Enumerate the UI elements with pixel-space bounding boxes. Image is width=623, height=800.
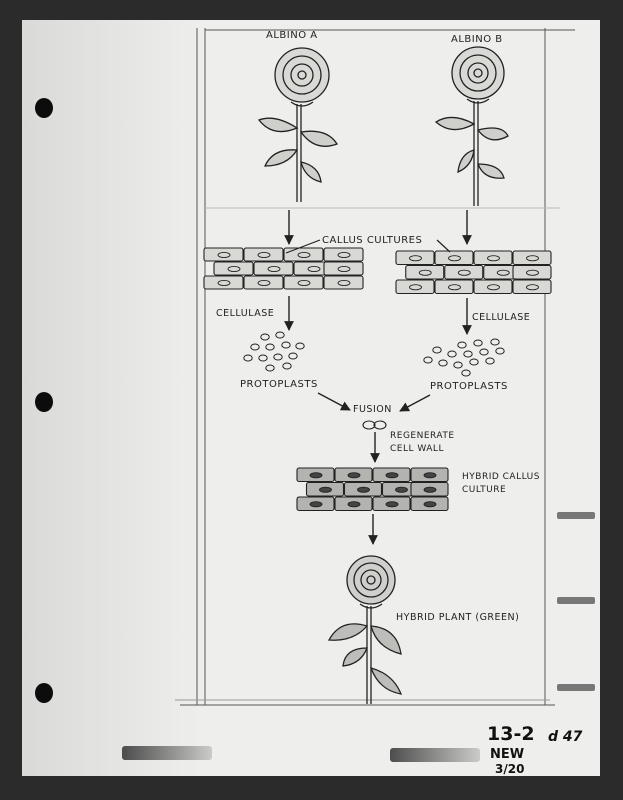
cell: [204, 276, 243, 289]
protoplast-cell: [424, 357, 432, 363]
cell: [474, 280, 512, 294]
protoplast-cell: [474, 340, 482, 346]
cell-nucleus: [424, 473, 436, 478]
cell: [244, 248, 283, 261]
cell: [324, 262, 363, 275]
label-hybrid-callus-line1: HYBRID CALLUS: [462, 472, 540, 482]
label-hybrid-plant: HYBRID PLANT (GREEN): [396, 612, 520, 623]
cell: [254, 262, 293, 275]
protoplast-cell: [282, 342, 290, 348]
cell-nucleus: [424, 502, 436, 507]
cell-nucleus: [348, 502, 360, 507]
annotation-date: 3/20: [495, 762, 525, 776]
label-protoplasts-right: PROTOPLASTS: [430, 381, 508, 392]
cell: [435, 251, 473, 265]
protoplast-cell: [283, 363, 291, 369]
label-cellulase-left: CELLULASE: [216, 308, 275, 319]
cell-nucleus: [386, 473, 398, 478]
label-regenerate-line2: CELL WALL: [390, 444, 444, 454]
callus-pointer-right: [437, 240, 450, 252]
protoplast-cell: [470, 359, 478, 365]
protoplast-cell: [289, 353, 297, 359]
arrow-protoplasts-b-to-fusion: [400, 395, 430, 411]
protoplast-cell: [251, 344, 259, 350]
cell-nucleus: [358, 487, 370, 492]
arrow-protoplasts-a-to-fusion: [318, 393, 350, 410]
protoplast-cell: [266, 365, 274, 371]
label-regenerate-line1: REGENERATE: [390, 431, 455, 441]
cell-nucleus: [424, 487, 436, 492]
annotation-initials: d 47: [548, 729, 583, 745]
annotation-page-code: 13-2: [487, 723, 535, 745]
albino-plant-b: [436, 47, 508, 206]
cell: [214, 262, 253, 275]
label-protoplasts-left: PROTOPLASTS: [240, 379, 318, 390]
protoplast-cell: [464, 351, 472, 357]
label-callus-cultures: CALLUS CULTURES: [322, 235, 423, 246]
cell-nucleus: [310, 502, 322, 507]
label-hybrid-callus-line2: CULTURE: [462, 485, 507, 495]
cell-nucleus: [386, 502, 398, 507]
protoplast-cell: [439, 360, 447, 366]
callus-culture-a: [204, 248, 363, 289]
cell-nucleus: [310, 473, 322, 478]
cell: [204, 248, 243, 261]
cell: [435, 280, 473, 294]
label-cellulase-right: CELLULASE: [472, 312, 531, 323]
protoplasts-b: [424, 339, 504, 376]
cell-nucleus: [396, 487, 408, 492]
protoplast-cell: [274, 354, 282, 360]
label-albino-b: ALBINO B: [451, 34, 503, 45]
protoplast-cell: [266, 344, 274, 350]
callus-culture-b: [396, 251, 551, 294]
cell-nucleus: [320, 487, 332, 492]
cell: [513, 251, 551, 265]
hybrid-callus-culture: [297, 468, 448, 511]
protoplast-cell: [296, 343, 304, 349]
cell: [324, 276, 363, 289]
protoplast-cell: [433, 347, 441, 353]
protoplast-cell: [259, 355, 267, 361]
albino-plant-a: [259, 48, 337, 202]
protoplasts-a: [244, 332, 304, 371]
protoplast-cell: [462, 370, 470, 376]
cell: [474, 251, 512, 265]
protoplast-cell: [480, 349, 488, 355]
cell-nucleus: [348, 473, 360, 478]
cell: [284, 248, 323, 261]
protoplast-cell: [496, 348, 504, 354]
protoplast-cell: [276, 332, 284, 338]
protoplast-cell: [491, 339, 499, 345]
cell: [445, 266, 483, 280]
cell: [513, 280, 551, 294]
cell: [284, 276, 323, 289]
label-fusion: FUSION: [353, 404, 392, 415]
cell: [513, 266, 551, 280]
label-albino-a: ALBINO A: [266, 30, 318, 41]
cell: [244, 276, 283, 289]
protoplast-cell: [448, 351, 456, 357]
hybrid-plant: [329, 556, 401, 704]
cell: [396, 251, 434, 265]
protoplast-cell: [458, 342, 466, 348]
cell: [324, 248, 363, 261]
protoplast-cell: [244, 355, 252, 361]
annotation-new: NEW: [490, 747, 525, 762]
protoplast-cell: [454, 362, 462, 368]
cell: [406, 266, 444, 280]
cell: [396, 280, 434, 294]
protoplast-cell: [486, 358, 494, 364]
protoplast-cell: [261, 334, 269, 340]
fused-protoplast: [363, 421, 386, 429]
